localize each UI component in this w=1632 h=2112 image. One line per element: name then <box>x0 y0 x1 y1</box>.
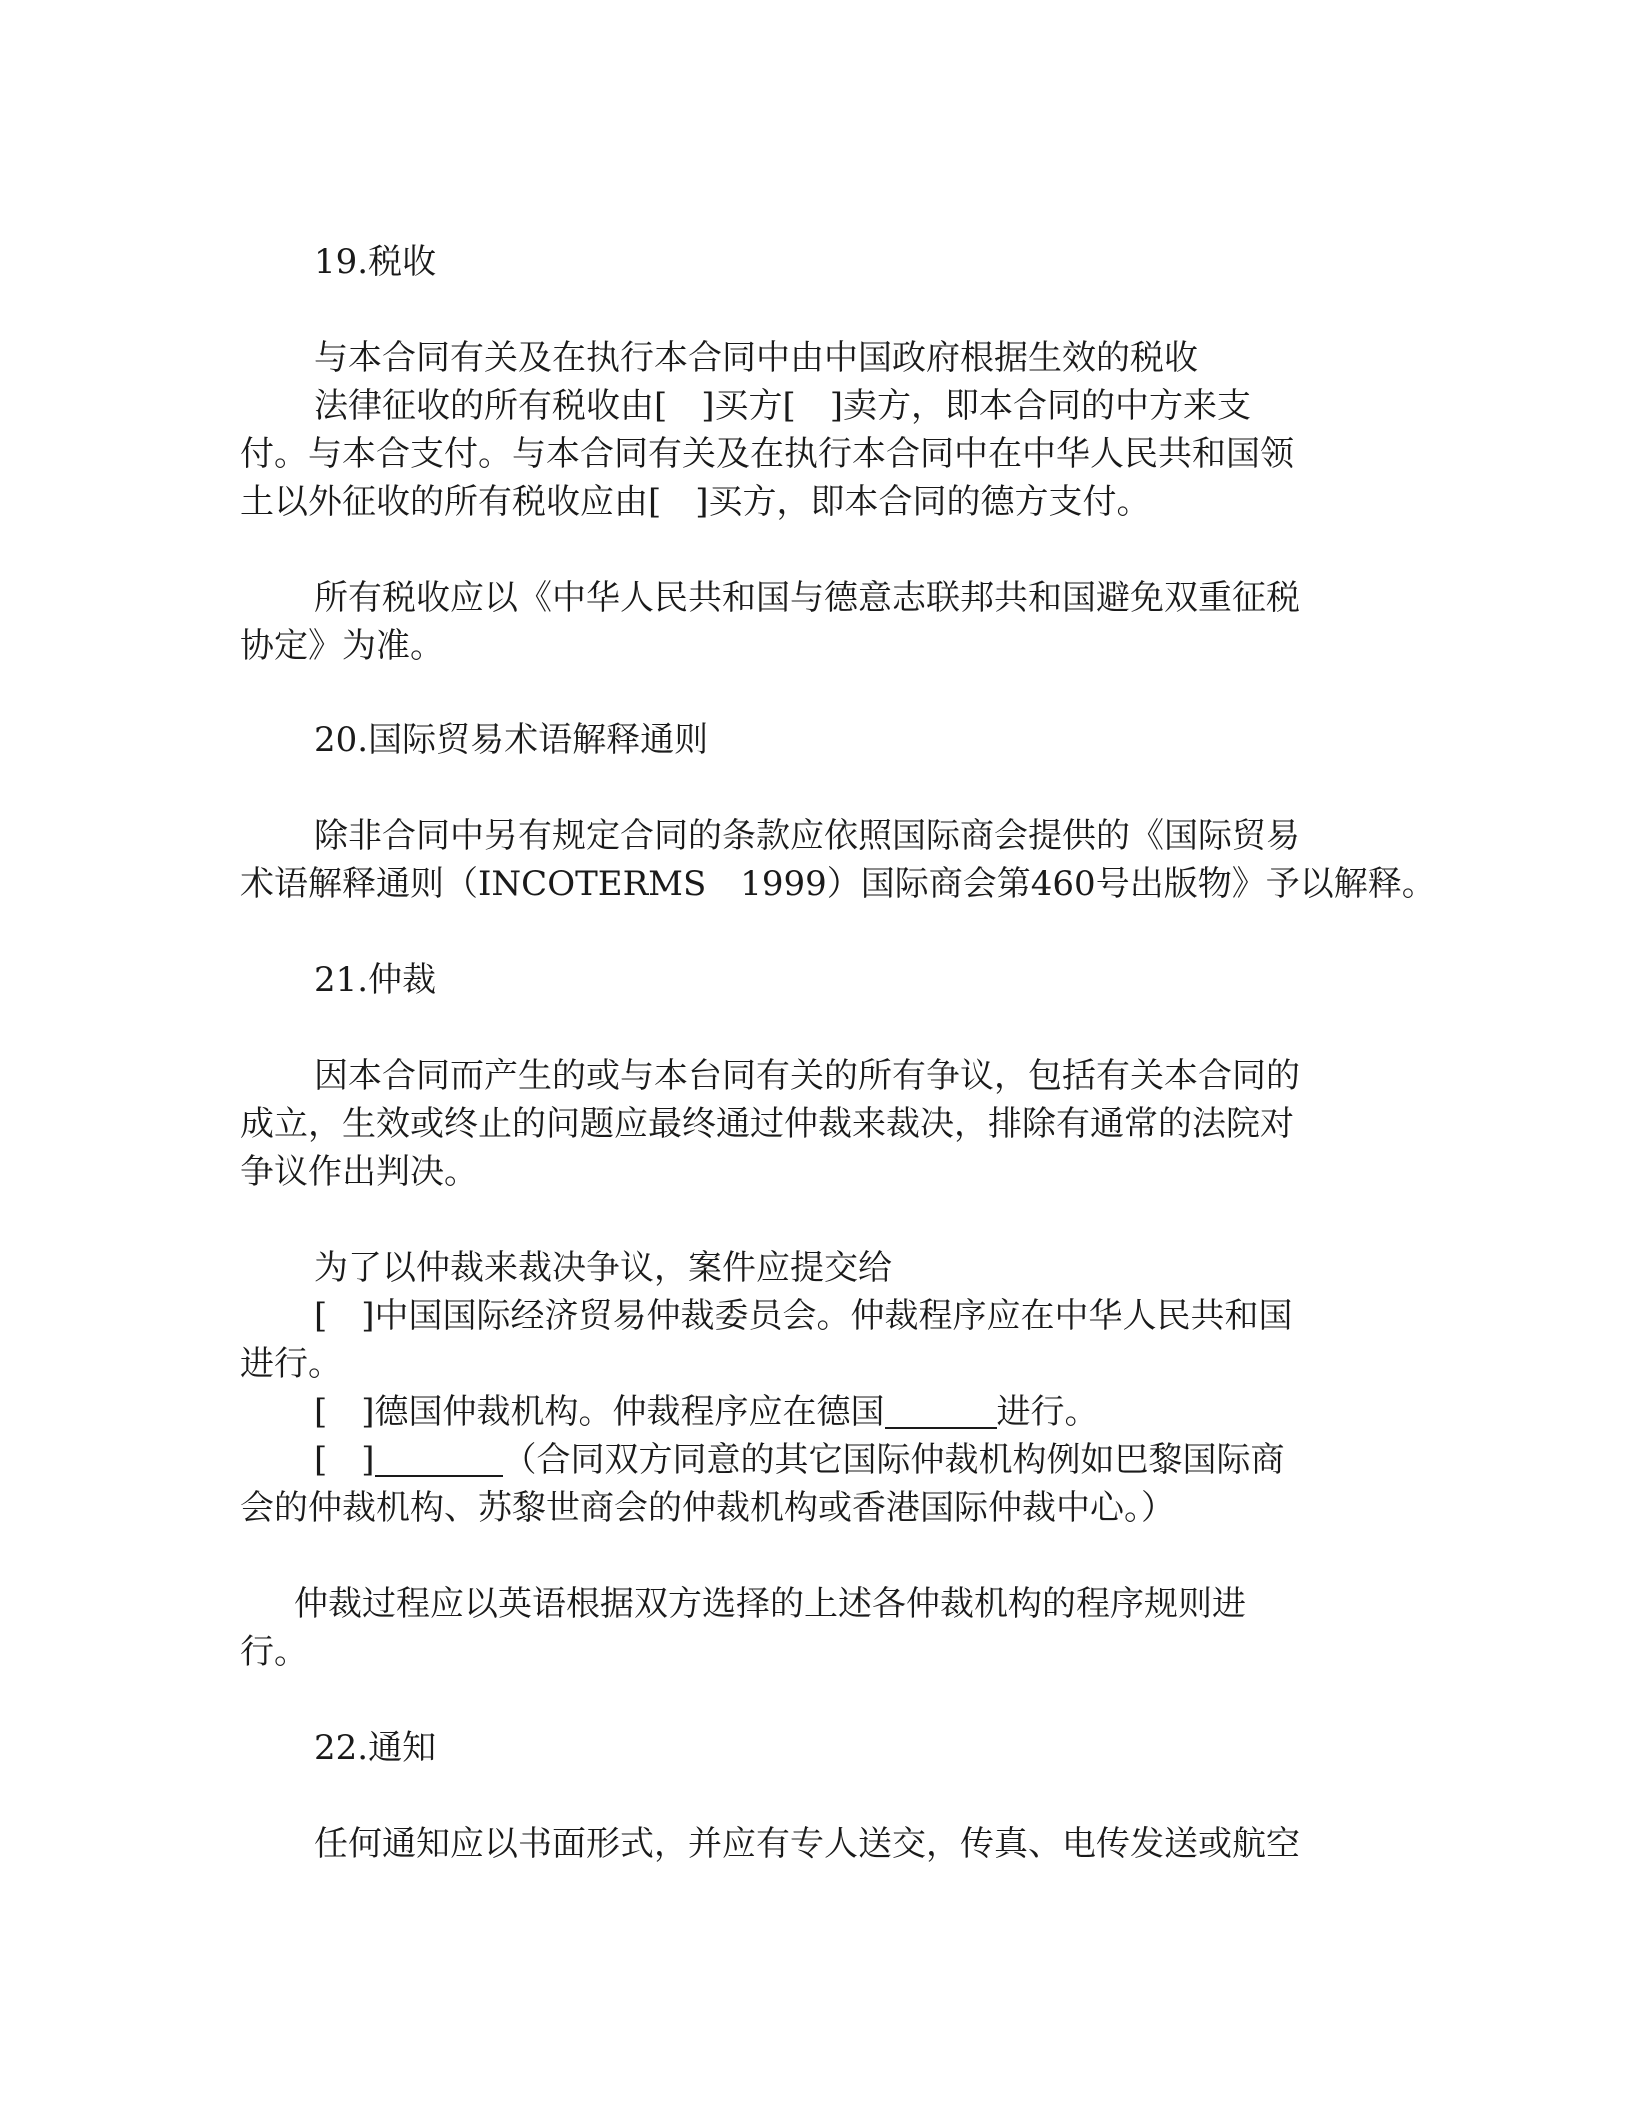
section-20-paragraph-1-line-1: 除非合同中另有规定合同的条款应依照国际商会提供的《国际贸易 <box>314 816 1300 856</box>
section-20-paragraph-1-line-2: 术语解释通则（INCOTERMS 1999）国际商会第460号出版物》予以解释。 <box>240 864 1436 904</box>
section-19-paragraph-1-line-1: 与本合同有关及在执行本合同中由中国政府根据生效的税收 <box>314 338 1198 378</box>
section-20-heading: 20.国际贸易术语解释通则 <box>314 720 709 760</box>
section-19-paragraph-1-line-4: 土以外征收的所有税收应由[ ]买方，即本合同的德方支付。 <box>240 482 1151 522</box>
arbitration-option-2 <box>314 1388 1099 1436</box>
arbitration-option-3-text: （合同双方同意的其它国际仲裁机构例如巴黎国际商 <box>502 1440 1285 1480</box>
arbitration-option-2-suffix: 进行。 <box>996 1392 1099 1432</box>
section-22-paragraph-1-line-1: 任何通知应以书面形式，并应有专人送交，传真、电传发送或航空 <box>314 1824 1300 1864</box>
section-21-paragraph-1-line-1: 因本合同而产生的或与本台同有关的所有争议，包括有关本合同的 <box>314 1056 1300 1096</box>
section-22-heading: 22.通知 <box>314 1728 437 1768</box>
section-21-paragraph-1-line-3: 争议作出判决。 <box>240 1152 478 1192</box>
section-19-paragraph-1-line-3: 付。与本合支付。与本合同有关及在执行本合同中在中华人民共和国领 <box>240 434 1294 474</box>
arbitration-option-3-line-2: 会的仲裁机构、苏黎世商会的仲裁机构或香港国际仲裁中心。） <box>240 1488 1175 1528</box>
arbitration-option-1-line-2: 进行。 <box>240 1344 342 1384</box>
section-19-paragraph-2-line-2: 协定》为准。 <box>240 626 444 666</box>
section-21-paragraph-3-line-1: 仲裁过程应以英语根据双方选择的上述各仲裁机构的程序规则进 <box>294 1584 1246 1624</box>
section-19-paragraph-1-line-2: 法律征收的所有税收由[ ]买方[ ]卖方，即本合同的中方来支 <box>314 386 1252 426</box>
arbitration-option-3-bracket: [ ] <box>314 1440 375 1480</box>
section-19-paragraph-2-line-1: 所有税收应以《中华人民共和国与德意志联邦共和国避免双重征税 <box>314 578 1300 618</box>
section-21-paragraph-2-intro: 为了以仲裁来裁决争议，案件应提交给 <box>314 1248 892 1288</box>
arbitration-option-1-line-1: [ ]中国国际经济贸易仲裁委员会。仲裁程序应在中华人民共和国 <box>314 1296 1293 1336</box>
section-19-heading: 19.税收 <box>314 242 437 282</box>
arbitration-option-2-text: [ ]德国仲裁机构。仲裁程序应在德国 <box>314 1392 885 1432</box>
arbitration-option-3 <box>314 1436 1285 1484</box>
section-21-paragraph-1-line-2: 成立，生效或终止的问题应最终通过仲裁来裁决，排除有通常的法院对 <box>240 1104 1294 1144</box>
section-21-heading: 21.仲裁 <box>314 960 437 1000</box>
arbitration-location-blank <box>885 1391 997 1429</box>
section-21-paragraph-3-line-2: 行。 <box>240 1632 308 1672</box>
arbitration-institution-blank <box>375 1439 503 1477</box>
